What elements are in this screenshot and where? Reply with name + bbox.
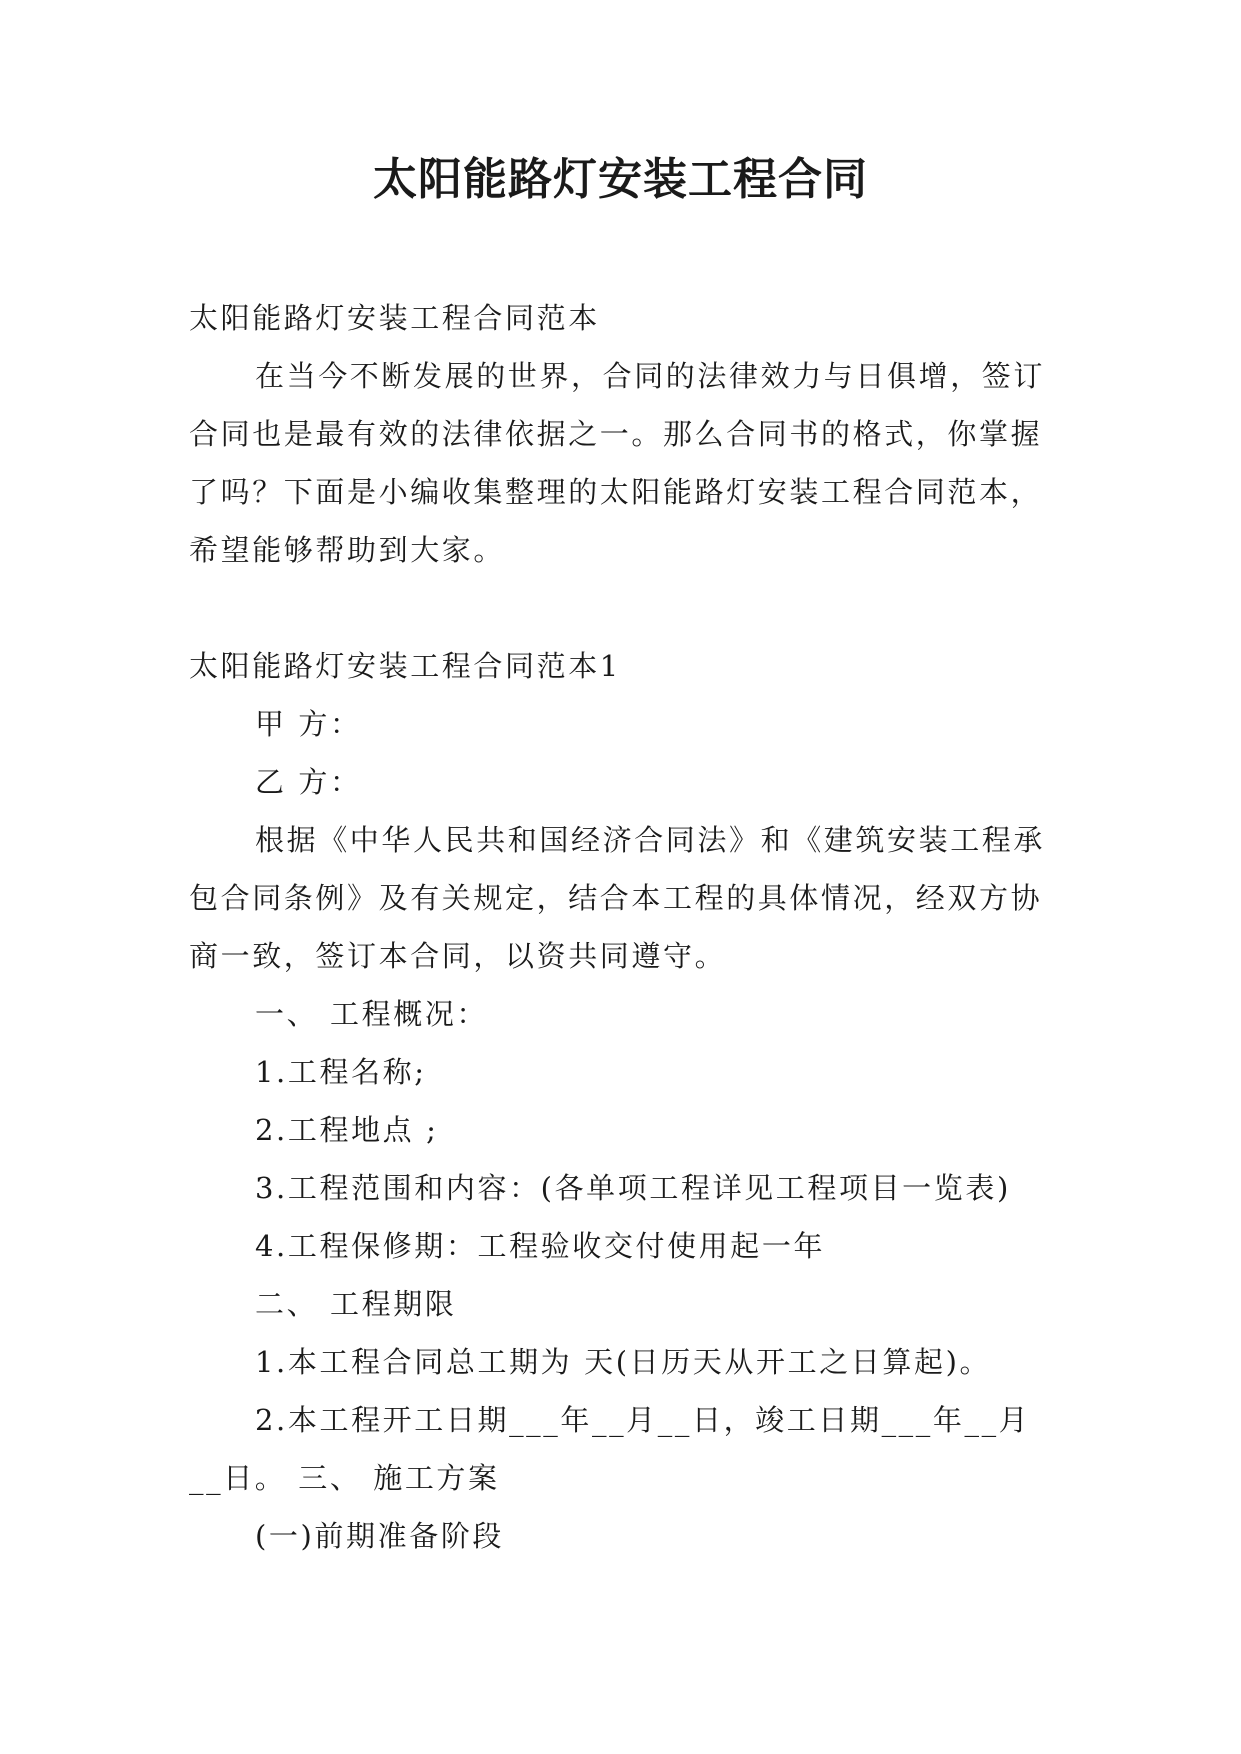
intro-paragraph: 在当今不断发展的世界，合同的法律效力与日俱增，签订合同也是最有效的法律依据之一。那么合同书的格式，你掌握了吗？下面是小编收集整理的太阳能路灯安装工程合同范本，希望能够帮助到大家。 (189, 359, 1046, 567)
clause-heading-overview: 一、 工程概况： (255, 997, 489, 1031)
clause-item: 2.工程地点 ; (255, 1113, 439, 1147)
document-title: 太阳能路灯安装工程合同 (373, 154, 868, 205)
party-b-line: 乙 方： (255, 765, 362, 799)
document-body (189, 289, 1055, 1565)
clause-item: 1.本工程合同总工期为 天(日历天从开工之日算起)。 (255, 1345, 992, 1379)
clause-subheading: (一)前期准备阶段 (255, 1519, 505, 1553)
clause-item: 1.工程名称; (255, 1055, 427, 1089)
clause-item: 4.工程保修期：工程验收交付使用起一年 (255, 1229, 826, 1263)
basis-paragraph: 根据《中华人民共和国经济合同法》和《建筑安装工程承包合同条例》及有关规定，结合本工程的具体情况，经双方协商一致，签订本合同，以资共同遵守。 (189, 823, 1046, 973)
subtitle-heading: 太阳能路灯安装工程合同范本 (189, 301, 600, 335)
party-a-line: 甲 方： (255, 707, 362, 741)
clause-item: 2.本工程开工日期___年__月__日，竣工日期___年__月__日。 三、 施工方案 (189, 1403, 1031, 1495)
clause-heading-period: 二、 工程期限 (255, 1287, 457, 1321)
clause-item: 3.工程范围和内容：(各单项工程详见工程项目一览表) (255, 1171, 1011, 1205)
section-heading: 太阳能路灯安装工程合同范本1 (189, 649, 621, 683)
spacer (189, 579, 1055, 637)
